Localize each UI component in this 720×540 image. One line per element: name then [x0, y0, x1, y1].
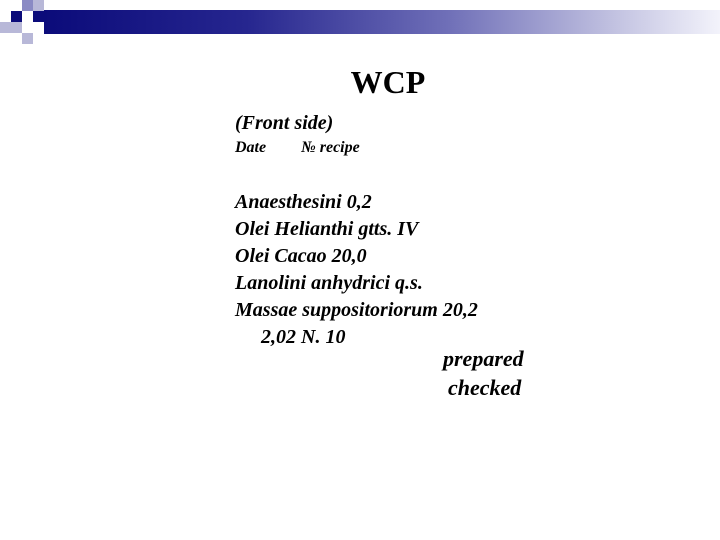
decor-square — [0, 22, 11, 33]
decor-square — [22, 33, 33, 44]
decor-square — [11, 22, 22, 33]
recipe-number-label: № recipe — [301, 139, 360, 156]
spacer — [235, 159, 635, 189]
checked-label: checked — [448, 375, 522, 400]
ingredient-line: Massae suppositoriorum 20,2 — [235, 299, 478, 321]
decor-square — [33, 0, 44, 11]
dose-line: 2,02 N. 10 — [261, 326, 346, 348]
header-gradient-strip — [44, 10, 720, 34]
ingredient-line: Anaesthesini 0,2 — [235, 191, 372, 213]
recipe-form — [235, 110, 635, 351]
date-label: Date — [235, 139, 267, 156]
ingredient-line: Lanolini anhydrici q.s. — [235, 272, 423, 294]
prepared-label: prepared — [443, 346, 524, 371]
slide-title: WCP — [350, 64, 426, 100]
recipe-header-row — [235, 137, 635, 159]
decor-square — [22, 0, 33, 11]
ingredient-line: Olei Helianthi gtts. IV — [235, 218, 419, 240]
decorative-header-bar — [0, 0, 720, 44]
decor-square — [33, 11, 44, 22]
front-side-label: (Front side) — [235, 112, 334, 134]
ingredient-line: Olei Cacao 20,0 — [235, 245, 367, 267]
decor-square — [11, 11, 22, 22]
